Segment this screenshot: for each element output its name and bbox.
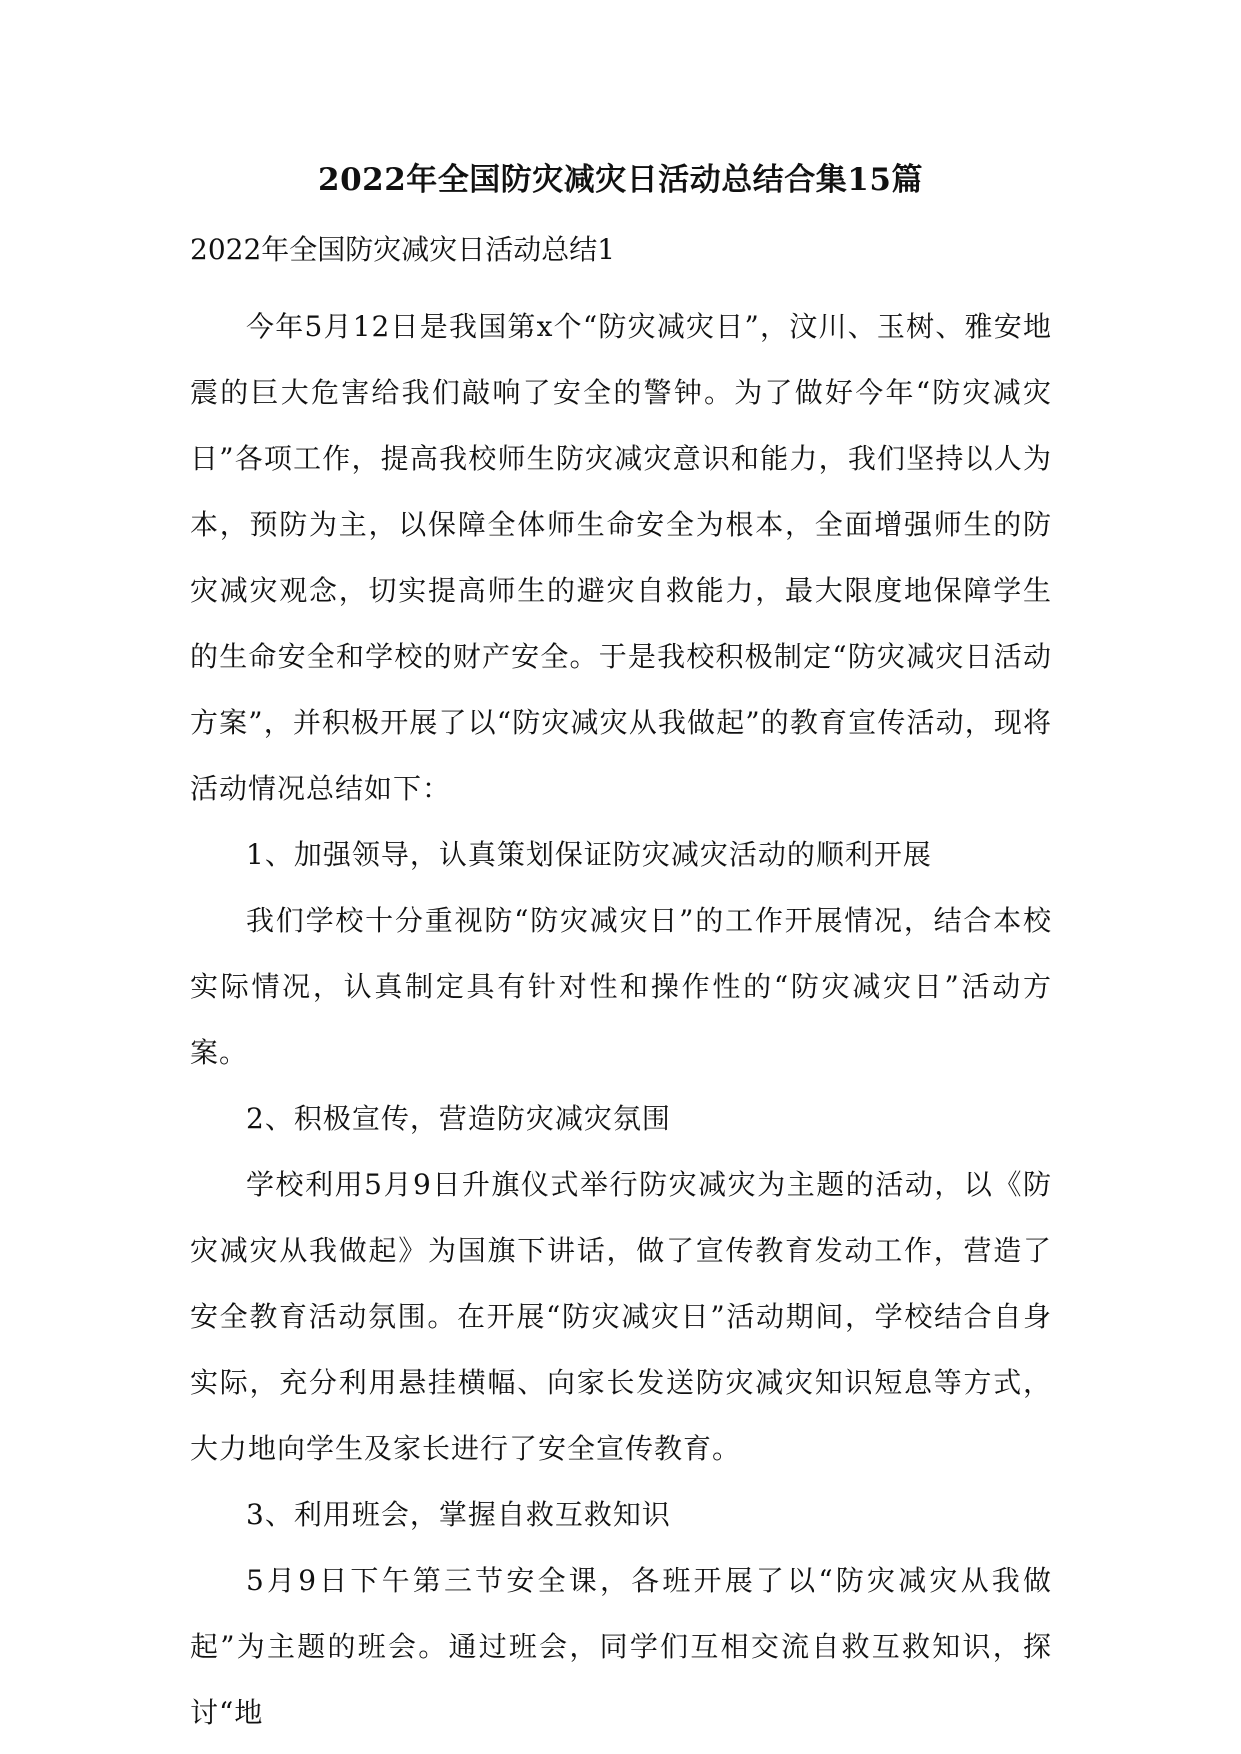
section-heading: 2022年全国防灾减灾日活动总结1 — [190, 233, 616, 266]
paragraph-heading-3: 3、利用班会，掌握自救互救知识 — [246, 1498, 671, 1531]
document-body — [190, 294, 1052, 1746]
paragraph-heading-2: 2、积极宣传，营造防灾减灾氛围 — [246, 1102, 671, 1135]
paragraph-publicity: 学校利用5月9日升旗仪式举行防灾减灾为主题的活动，以《防灾减灾从我做起》为国旗下讲话，做了宣传教育发动工作，营造了安全教育活动氛围。在开展“防灾减灾日”活动期间，学校结合自身实际，充分利用悬挂横幅、向家长发送防灾减灾知识短息等方式，大力地向学生及家长进行了安全宣传教育。 — [190, 1168, 1052, 1465]
document-title: 2022年全国防灾减灾日活动总结合集15篇 — [318, 162, 923, 198]
paragraph-leadership: 我们学校十分重视防“防灾减灾日”的工作开展情况，结合本校实际情况，认真制定具有针对性和操作性的“防灾减灾日”活动方案。 — [190, 904, 1052, 1069]
paragraph-heading-1: 1、加强领导，认真策划保证防灾减灾活动的顺利开展 — [246, 838, 932, 871]
paragraph-class-meeting: 5月9日下午第三节安全课，各班开展了以“防灾减灾从我做起”为主题的班会。通过班会，同学们互相交流自救互救知识，探讨“地 — [190, 1564, 1052, 1729]
paragraph-intro: 今年5月12日是我国第x个“防灾减灾日”，汶川、玉树、雅安地震的巨大危害给我们敲响了安全的警钟。为了做好今年“防灾减灾日”各项工作，提高我校师生防灾减灾意识和能力，我们坚持以人为本，预防为主，以保障全体师生命安全为根本，全面增强师生的防灾减灾观念，切实提高师生的避灾自救能力，最大限度地保障学生的生命安全和学校的财产安全。于是我校积极制定“防灾减灾日活动方案”，并积极开展了以“防灾减灾从我做起”的教育宣传活动，现将活动情况总结如下： — [190, 310, 1052, 805]
